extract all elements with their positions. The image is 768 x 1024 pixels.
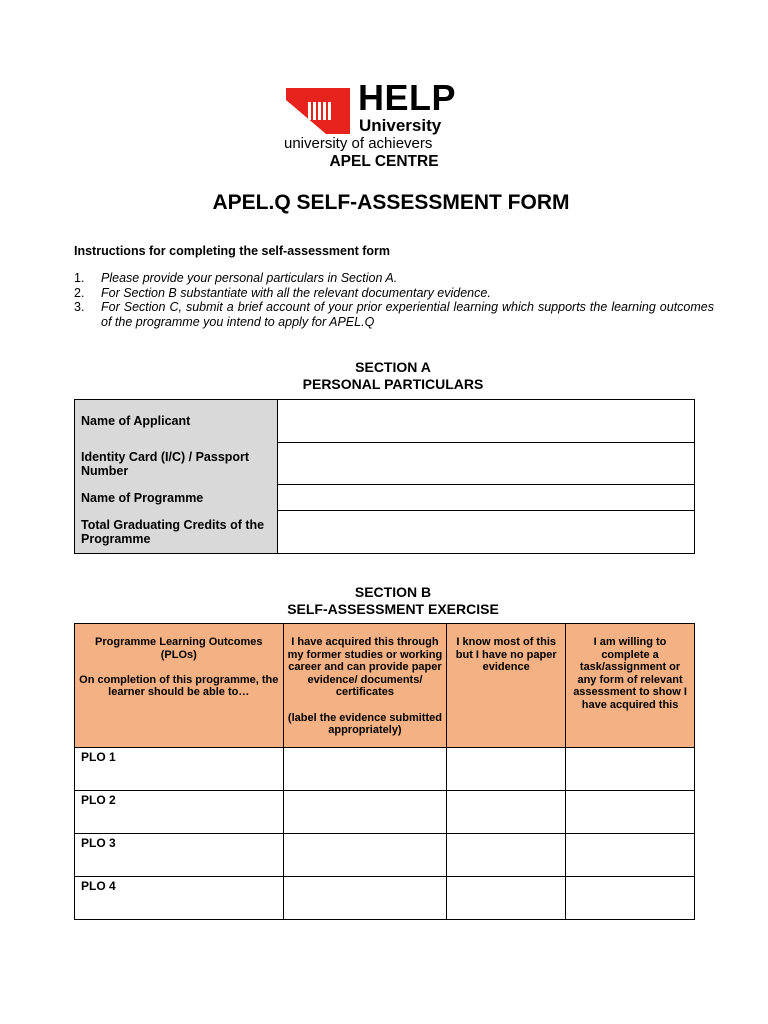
logo-tagline: university of achievers <box>284 135 433 152</box>
assessment-cell[interactable] <box>566 791 695 834</box>
field-label-id-passport: Identity Card (I/C) / Passport Number <box>75 443 278 485</box>
form-title: APEL.Q SELF-ASSESSMENT FORM <box>212 191 570 214</box>
column-header-note: (label the evidence submitted appropriately) <box>287 711 442 737</box>
section-b-heading: SECTION B <box>354 584 432 600</box>
help-university-logo <box>284 77 486 152</box>
instruction-item <box>74 286 714 301</box>
column-header-note: On completion of this programme, the learner should be able to… <box>79 673 279 699</box>
column-header-willing-assessment <box>566 624 695 748</box>
section-b-title <box>0 584 768 617</box>
column-header-text: Programme Learning Outcomes (PLOs) <box>95 636 263 661</box>
plo-label: PLO 1 <box>75 748 284 791</box>
section-a-heading: SECTION A <box>355 359 431 375</box>
instructions-list <box>74 271 714 329</box>
table-row <box>75 791 695 834</box>
evidence-cell[interactable] <box>283 748 447 791</box>
instruction-number: 3. <box>74 300 85 314</box>
applicant-name-field[interactable] <box>278 400 695 443</box>
no-evidence-cell[interactable] <box>447 791 566 834</box>
instruction-number: 1. <box>74 271 85 285</box>
evidence-cell[interactable] <box>283 877 447 920</box>
instruction-item <box>74 271 714 286</box>
section-a-title <box>0 359 768 392</box>
assessment-cell[interactable] <box>566 834 695 877</box>
help-logo-mark-icon <box>286 88 350 134</box>
instruction-item <box>74 300 714 329</box>
table-row <box>75 511 695 554</box>
table-row <box>75 834 695 877</box>
no-evidence-cell[interactable] <box>447 834 566 877</box>
evidence-cell[interactable] <box>283 834 447 877</box>
instruction-text: For Section C, submit a brief account of your prior experiential learning which supports the learning outcomes of the programme you intend to apply for APEL.Q <box>101 300 714 329</box>
field-label-applicant-name: Name of Applicant <box>75 400 278 443</box>
column-header-no-evidence <box>447 624 566 748</box>
centre-name: APEL CENTRE <box>329 153 439 170</box>
instructions-heading: Instructions for completing the self-assessment form <box>74 244 391 258</box>
plo-label: PLO 2 <box>75 791 284 834</box>
table-row <box>75 400 695 443</box>
section-a-subheading: PERSONAL PARTICULARS <box>302 375 484 392</box>
id-passport-field[interactable] <box>278 443 695 485</box>
no-evidence-cell[interactable] <box>447 877 566 920</box>
assessment-cell[interactable] <box>566 877 695 920</box>
logo-name: HELP <box>358 77 457 118</box>
table-row <box>75 443 695 485</box>
field-label-total-credits: Total Graduating Credits of the Programme <box>75 511 278 554</box>
assessment-cell[interactable] <box>566 748 695 791</box>
instruction-number: 2. <box>74 285 85 300</box>
column-header-text: I know most of this but I have no paper evidence <box>455 636 557 674</box>
self-assessment-table <box>74 623 695 920</box>
instruction-text: For Section B substantiate with all the relevant documentary evidence. <box>101 285 491 300</box>
personal-particulars-table <box>74 399 695 554</box>
table-row <box>75 485 695 511</box>
logo-subname: University <box>359 116 442 135</box>
no-evidence-cell[interactable] <box>447 748 566 791</box>
plo-label: PLO 3 <box>75 834 284 877</box>
plo-label: PLO 4 <box>75 877 284 920</box>
section-b-subheading: SELF-ASSESSMENT EXERCISE <box>287 600 499 617</box>
column-header-text: I am willing to complete a task/assignment or any form of relevant assessment to show I have acquired this <box>573 636 687 711</box>
column-header-plo <box>75 624 284 748</box>
evidence-cell[interactable] <box>283 791 447 834</box>
table-row <box>75 748 695 791</box>
column-header-text: I have acquired this through my former studies or working career and can provide paper evidence/ documents/ certificates <box>287 636 443 699</box>
table-row <box>75 877 695 920</box>
column-header-paper-evidence <box>283 624 447 748</box>
field-label-programme-name: Name of Programme <box>75 485 278 511</box>
total-credits-field[interactable] <box>278 511 695 554</box>
table-header-row <box>75 624 695 748</box>
programme-name-field[interactable] <box>278 485 695 511</box>
instruction-text: Please provide your personal particulars in Section A. <box>101 271 398 285</box>
